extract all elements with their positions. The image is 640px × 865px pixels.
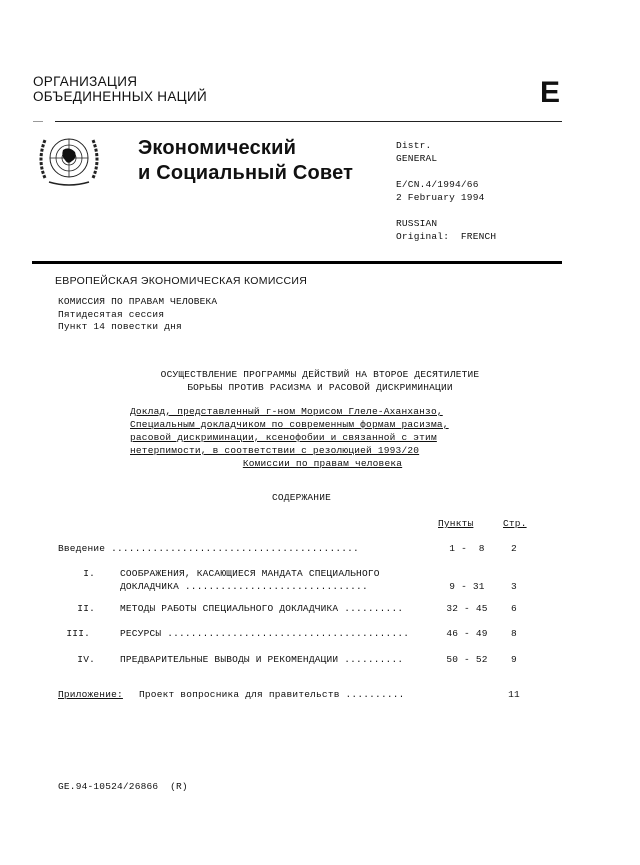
commission-name: ЕВРОПЕЙСКАЯ ЭКОНОМИЧЕСКАЯ КОМИССИЯ	[55, 275, 308, 287]
annex-page: 11	[508, 689, 520, 700]
agenda-item: Пункт 14 повестки дня	[58, 321, 182, 332]
toc-row-label: ПРЕДВАРИТЕЛЬНЫЕ ВЫВОДЫ И РЕКОМЕНДАЦИИ ..........	[120, 654, 404, 665]
toc-row-label: СООБРАЖЕНИЯ, КАСАЮЩИЕСЯ МАНДАТА СПЕЦИАЛЬНОГО	[120, 568, 380, 579]
annex-title: Проект вопросника для правительств ..........	[139, 689, 405, 700]
toc-row-page: 9	[511, 654, 517, 665]
council-line-2: и Социальный Совет	[138, 162, 354, 184]
report-description	[130, 405, 515, 470]
un-emblem-icon	[35, 130, 103, 188]
toc-row-number: III.	[66, 628, 90, 639]
toc-page-header: Стр.	[503, 518, 527, 529]
session-number: Пятидесятая сессия	[58, 308, 165, 320]
council-name	[138, 136, 353, 186]
divider-stub	[33, 121, 43, 122]
document-language: RUSSIAN	[396, 218, 438, 229]
title-line-1: ОСУЩЕСТВЛЕНИЕ ПРОГРАММЫ ДЕЙСТВИЙ НА ВТОРОЕ ДЕСЯТИЛЕТИЕ	[160, 369, 480, 380]
report-line: нетерпимости, в соответствии с резолюцией 1993/20	[130, 445, 420, 456]
session-body: КОМИССИЯ ПО ПРАВАМ ЧЕЛОВЕКА	[58, 296, 218, 307]
toc-paragraphs-header: Пункты	[438, 518, 474, 529]
toc-row-paragraphs: 50 - 52	[446, 654, 488, 665]
report-line: Комиссии по правам человека	[242, 458, 403, 469]
council-line-1: Экономический	[138, 137, 297, 159]
toc-row-chapter-2[interactable]	[0, 603, 640, 616]
organization-line-2: ОБЪЕДИНЕННЫХ НАЦИЙ	[33, 89, 207, 104]
toc-row-paragraphs: 9 - 31	[449, 581, 485, 592]
language-symbol: E	[539, 76, 560, 109]
job-number: GE.94-10524/26866 (R)	[58, 781, 188, 792]
organization-name	[33, 74, 207, 104]
distr-label: Distr.	[396, 140, 432, 151]
toc-row-chapter-4[interactable]	[0, 654, 640, 667]
toc-row-chapter-1[interactable]	[0, 568, 640, 594]
toc-row-introduction[interactable]	[0, 543, 640, 556]
document-title	[120, 368, 520, 394]
report-line: Доклад, представленный г-ном Морисом Глеле-Аханханзо,	[130, 406, 443, 417]
toc-row-label: МЕТОДЫ РАБОТЫ СПЕЦИАЛЬНОГО ДОКЛАДЧИКА ..........	[120, 603, 404, 614]
toc-row-annex[interactable]	[0, 689, 640, 702]
document-metadata	[396, 139, 496, 243]
title-line-2: БОРЬБЫ ПРОТИВ РАСИЗМА И РАСОВОЙ ДИСКРИМИНАЦИИ	[187, 382, 453, 393]
toc-row-label-cont: ДОКЛАДЧИКА ...............................	[120, 581, 368, 592]
toc-row-page: 6	[511, 603, 517, 614]
toc-row-paragraphs: 1 - 8	[449, 543, 485, 554]
toc-row-page: 8	[511, 628, 517, 639]
distr-value: GENERAL	[396, 153, 438, 164]
toc-row-page: 3	[511, 581, 517, 592]
toc-row-paragraphs: 32 - 45	[446, 603, 488, 614]
toc-title: СОДЕРЖАНИЕ	[272, 492, 332, 503]
toc-row-chapter-3[interactable]	[0, 628, 640, 641]
report-line: Специальным докладчиком по современным формам расизма,	[130, 419, 449, 430]
header-divider	[55, 121, 562, 122]
toc-row-page: 2	[511, 543, 517, 554]
toc-row-number: I.	[83, 568, 95, 579]
toc-row-label: Введение ..........................................	[58, 543, 359, 554]
toc-row-paragraphs: 46 - 49	[446, 628, 488, 639]
organization-line-1: ОРГАНИЗАЦИЯ	[33, 74, 138, 89]
document-symbol: E/CN.4/1994/66	[396, 179, 479, 190]
report-line: расовой дискриминации, ксенофобии и связанной с этим	[130, 432, 437, 443]
session-info	[58, 296, 217, 334]
toc-row-number: II.	[77, 603, 95, 614]
document-date: 2 February 1994	[396, 192, 485, 203]
original-language: Original: FRENCH	[396, 231, 497, 242]
toc-row-number: IV.	[77, 654, 95, 665]
toc-row-label: РЕСУРСЫ .........................................	[120, 628, 410, 639]
annex-label: Приложение:	[58, 689, 123, 700]
main-divider	[32, 261, 562, 264]
